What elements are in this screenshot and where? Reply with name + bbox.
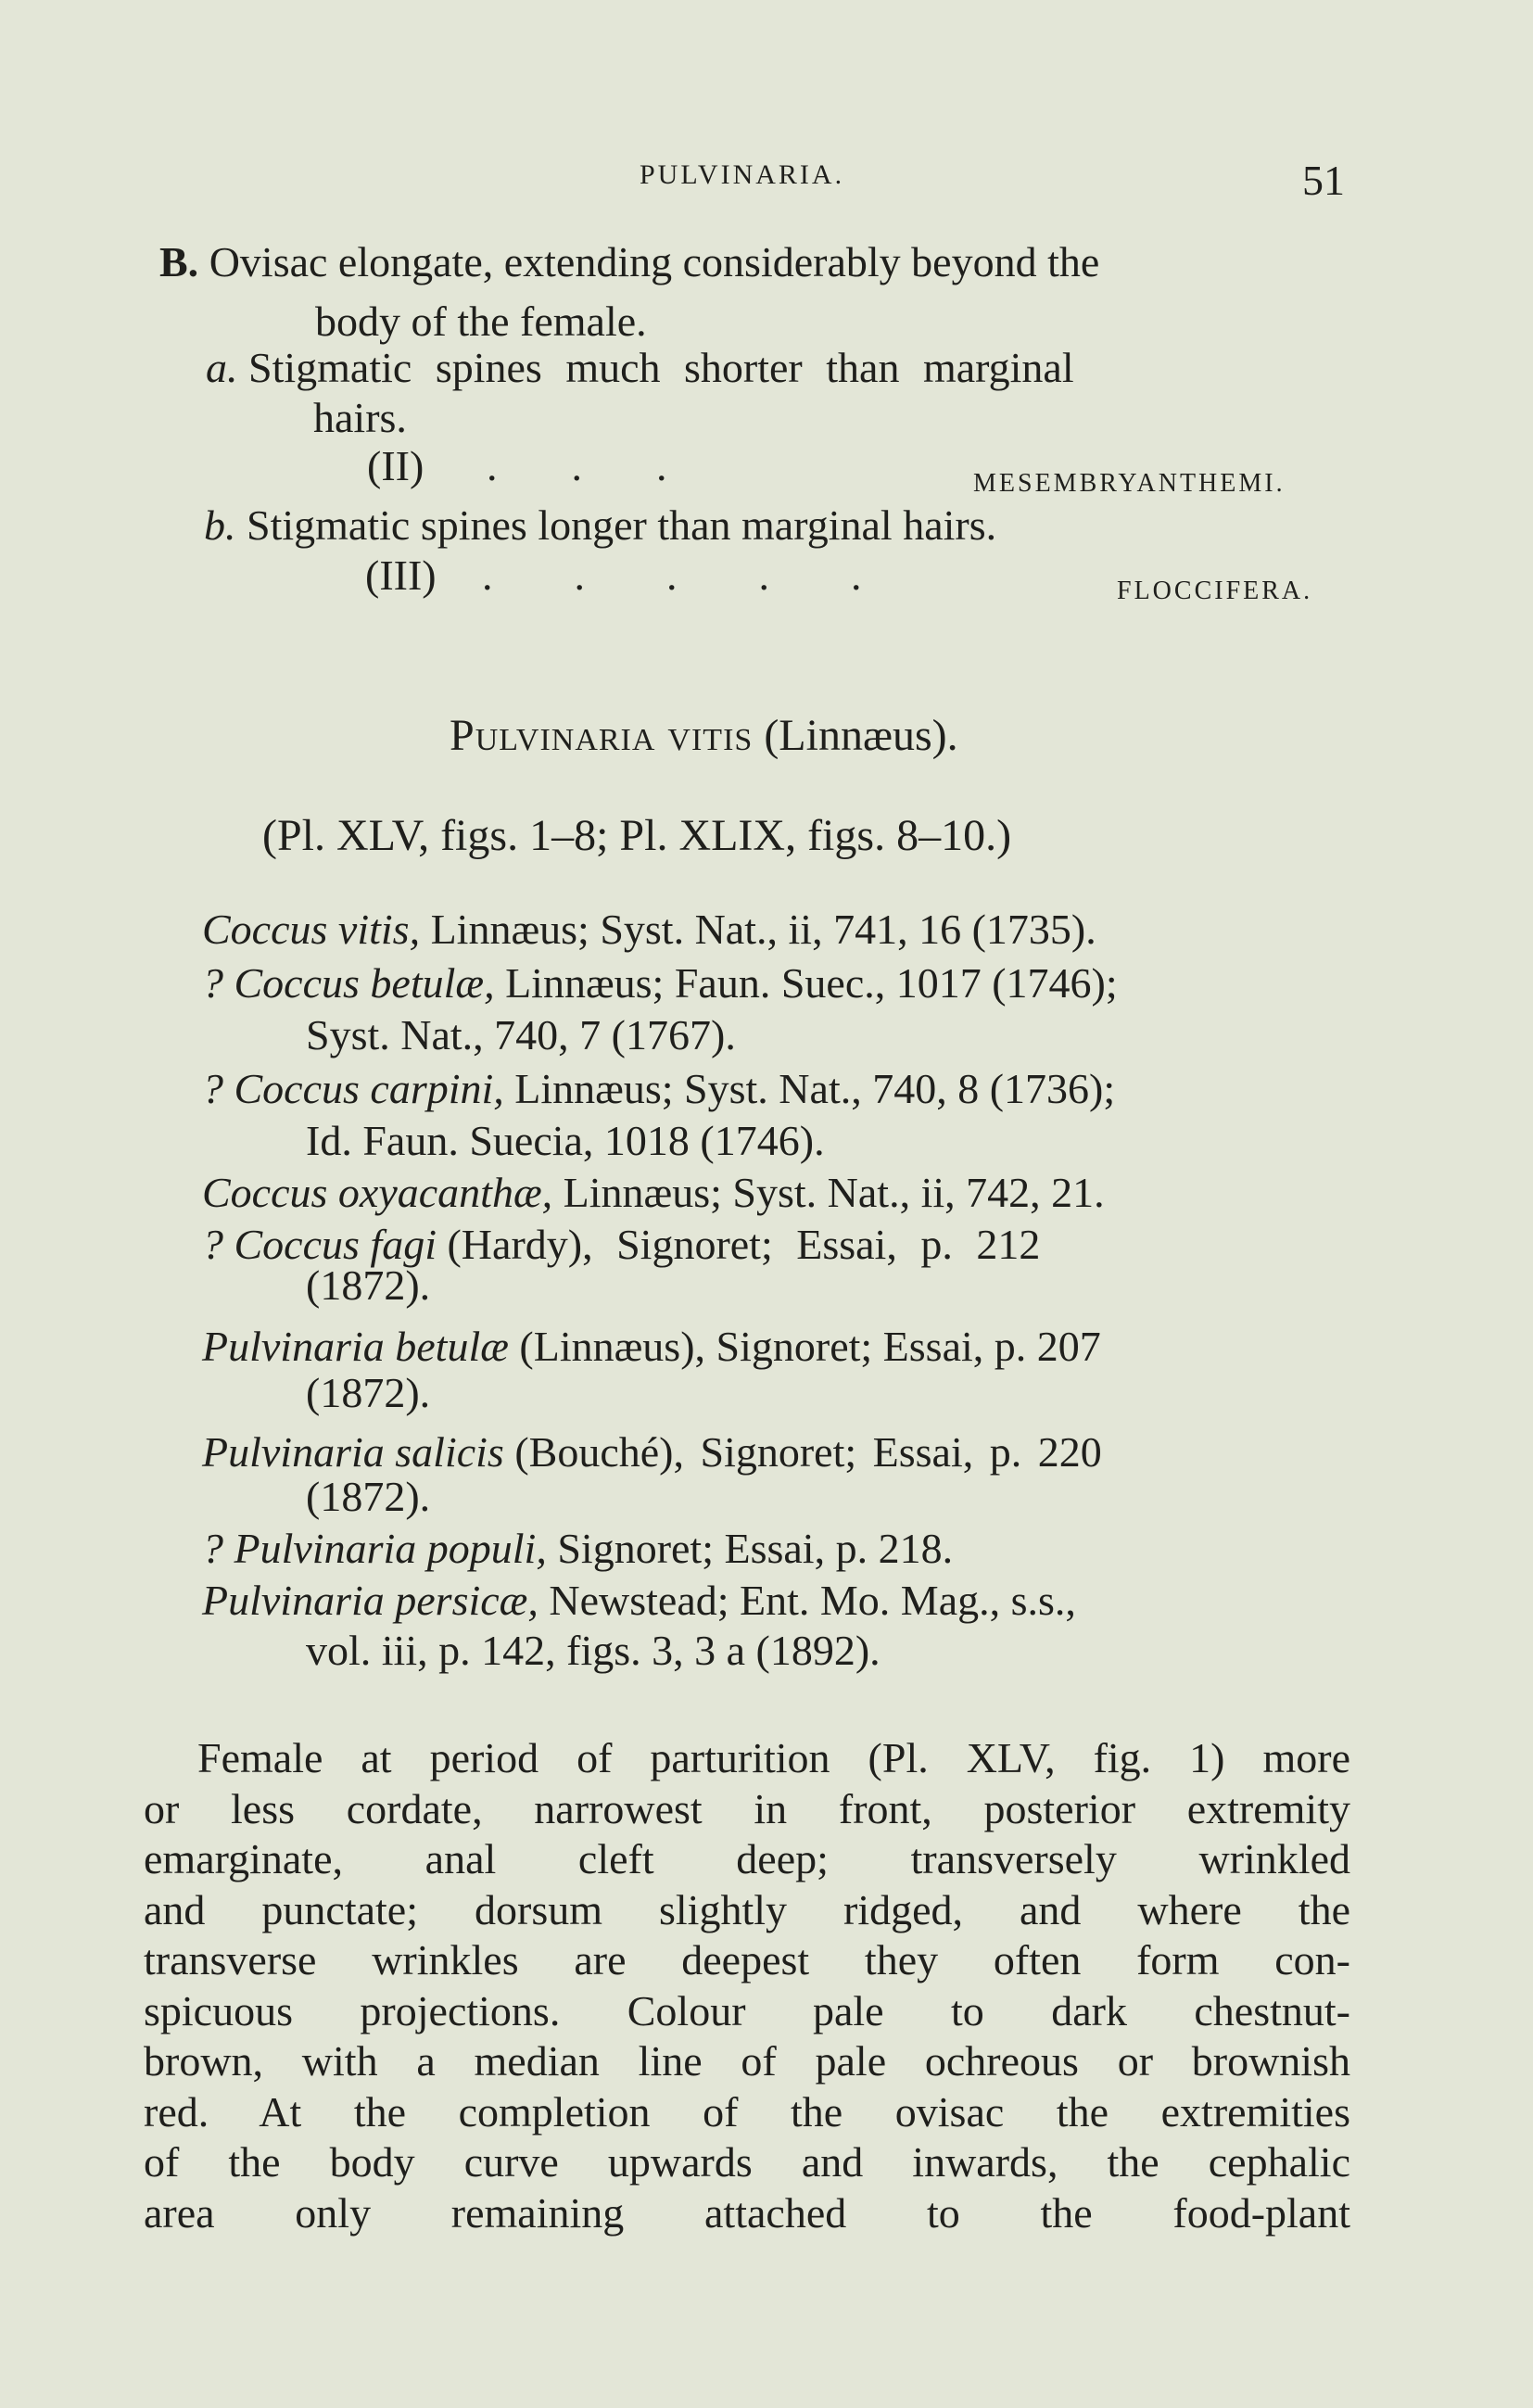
synonym-name: ? Coccus carpini, bbox=[202, 1065, 504, 1112]
key-a-species: MESEMBRYANTHEMI. bbox=[973, 469, 1286, 498]
key-a-leaders: ... bbox=[487, 442, 741, 489]
species-title bbox=[450, 710, 958, 761]
synonym-citation: Signoret; Essai, p. 218. bbox=[557, 1525, 954, 1572]
synonym-name: Coccus oxyacanthæ, bbox=[202, 1169, 553, 1216]
synonym-continuation: Id. Faun. Suecia, 1018 (1746). bbox=[306, 1117, 825, 1164]
key-a-ref: (II) bbox=[367, 442, 424, 489]
key-a-line2: hairs. bbox=[313, 394, 407, 441]
key-a-text: Stigmatic spines much shorter than marginal bbox=[248, 344, 1074, 391]
synonym-name: ? Coccus betulæ, bbox=[202, 959, 495, 1007]
synonym-line bbox=[202, 1324, 1101, 1370]
synonym-continuation: Syst. Nat., 740, 7 (1767). bbox=[306, 1011, 736, 1058]
synonym-continuation: vol. iii, p. 142, figs. 3, 3 a (1892). bbox=[306, 1627, 881, 1674]
key-b-text: Ovisac elongate, extending considerably beyond the bbox=[209, 238, 1100, 285]
synonym-line bbox=[202, 1429, 1102, 1476]
page-number: 51 bbox=[1302, 157, 1345, 204]
description-line: and punctate; dorsum slightly ridged, and where the bbox=[144, 1885, 1350, 1933]
synonym-name: ? Pulvinaria populi, bbox=[202, 1525, 547, 1572]
description-line: emarginate, anal cleft deep; transversely wrinkled bbox=[144, 1835, 1350, 1882]
synonym-continuation: (1872). bbox=[306, 1473, 431, 1520]
running-title: PULVINARIA. bbox=[640, 159, 845, 190]
species-title-genus: Pulvinaria vitis bbox=[450, 711, 754, 760]
synonym-name: Pulvinaria salicis bbox=[202, 1428, 504, 1476]
key-bb-label: b. bbox=[204, 501, 236, 549]
synonym-line bbox=[202, 1578, 1076, 1624]
description-line: area only remaining attached to the food-plant bbox=[144, 2188, 1350, 2237]
description-paragraph bbox=[144, 1733, 1350, 2238]
key-bb-text: Stigmatic spines longer than marginal hairs. bbox=[247, 501, 997, 549]
description-line: transverse wrinkles are deepest they often form con- bbox=[144, 1936, 1350, 1983]
synonym-name: Coccus vitis, bbox=[202, 906, 421, 953]
synonym-citation: Newstead; Ent. Mo. Mag., s.s., bbox=[549, 1577, 1076, 1624]
key-bb-species: FLOCCIFERA. bbox=[1117, 577, 1313, 605]
synonym-citation: Linnæus; Syst. Nat., ii, 741, 16 (1735). bbox=[430, 906, 1096, 953]
description-line: red. At the completion of the ovisac the extremities bbox=[144, 2087, 1350, 2136]
synonym-citation: (Hardy), Signoret; Essai, p. 212 bbox=[447, 1221, 1041, 1268]
synonym-citation: (Bouché), Signoret; Essai, p. 220 bbox=[514, 1428, 1102, 1476]
synonym-continuation: (1872). bbox=[306, 1261, 431, 1309]
description-line: spicuous projections. Colour pale to dark chestnut- bbox=[144, 1986, 1350, 2034]
synonym-citation: (Linnæus), Signoret; Essai, p. 207 bbox=[519, 1323, 1101, 1370]
synonym-line bbox=[202, 1526, 953, 1572]
key-bb-line1 bbox=[204, 502, 996, 549]
synonym-line bbox=[202, 960, 1118, 1007]
synonym-line bbox=[202, 1170, 1105, 1216]
species-title-author: (Linnæus). bbox=[764, 711, 958, 760]
key-b-line2: body of the female. bbox=[315, 298, 647, 345]
key-a-label: a. bbox=[206, 344, 238, 391]
description-line: of the body curve upwards and inwards, the cephalic bbox=[144, 2138, 1350, 2186]
key-bb-leaders: ..... bbox=[482, 551, 944, 599]
key-b-label: B. bbox=[159, 238, 199, 285]
description-line: Female at period of parturition (Pl. XLV, fig. 1) more bbox=[197, 1734, 1350, 1781]
synonym-name: ? Coccus fagi bbox=[202, 1221, 437, 1268]
description-line: brown, with a median line of pale ochreous or brownish bbox=[144, 2037, 1350, 2085]
synonym-name: Pulvinaria persicæ, bbox=[202, 1577, 538, 1624]
synonym-citation: Linnæus; Syst. Nat., ii, 742, 21. bbox=[563, 1169, 1105, 1216]
synonym-line bbox=[202, 1066, 1115, 1112]
synonym-name: Pulvinaria betulæ bbox=[202, 1323, 509, 1370]
species-plates: (Pl. XLV, figs. 1–8; Pl. XLIX, figs. 8–10.) bbox=[262, 811, 1012, 860]
description-line: or less cordate, narrowest in front, posterior extremity bbox=[144, 1784, 1350, 1832]
synonym-citation: Linnæus; Syst. Nat., 740, 8 (1736); bbox=[514, 1065, 1116, 1112]
key-a-line1 bbox=[206, 345, 1074, 391]
synonym-line bbox=[202, 906, 1096, 953]
synonym-continuation: (1872). bbox=[306, 1369, 431, 1416]
key-b-line1 bbox=[159, 239, 1099, 285]
key-bb-ref: (III) bbox=[365, 551, 437, 599]
synonym-citation: Linnæus; Faun. Suec., 1017 (1746); bbox=[505, 959, 1118, 1007]
